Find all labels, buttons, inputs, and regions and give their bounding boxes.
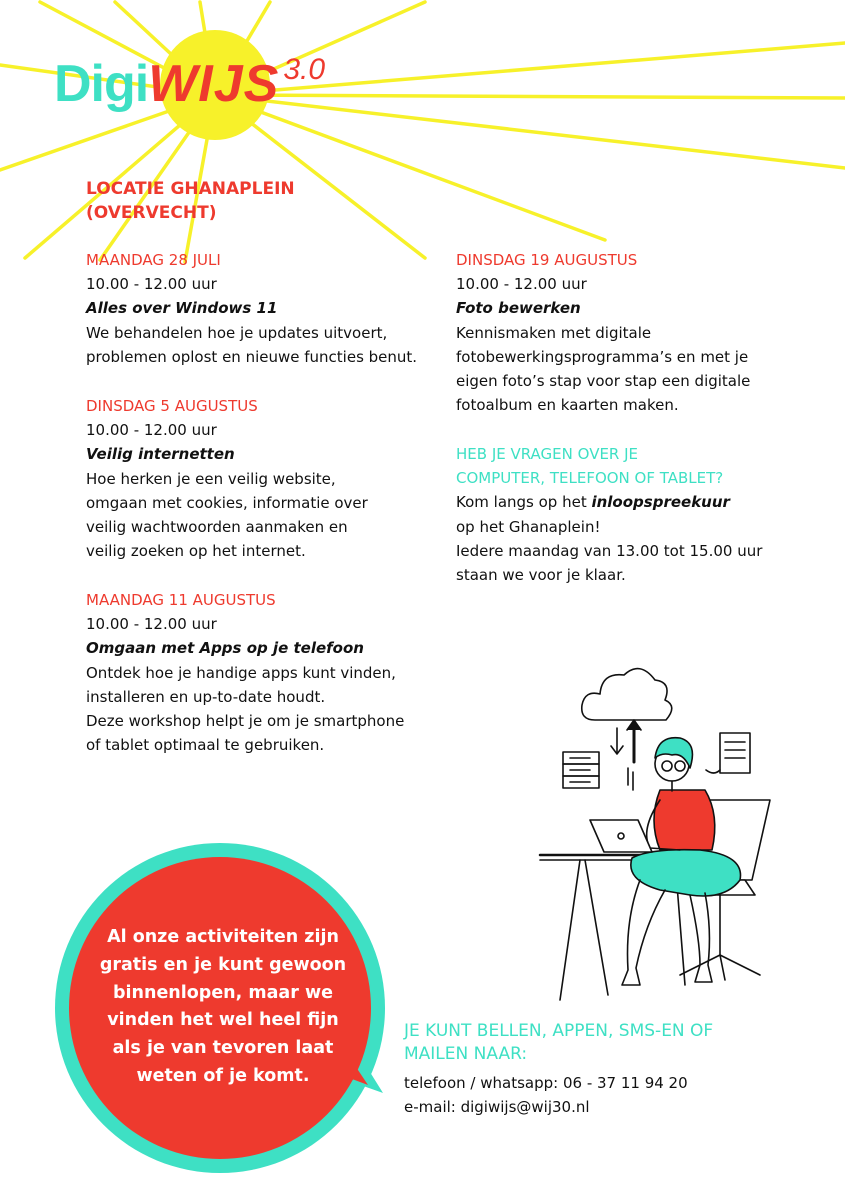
location-title: LOCATIE GHANAPLEIN (OVERVECHT) [86,179,295,223]
session-description: We behandelen hoe je updates uitvoert, problemen oplost en nieuwe functies benut. [86,323,418,366]
session-time: 10.00 - 12.00 uur [456,275,587,294]
session-title: Omgaan met Apps op je telefoon [86,639,364,658]
questions-line-4: staan we voor je klaar. [456,566,626,585]
bubble-text: Al onze activiteiten zijn gratis en je kunt gewoon binnenlopen, maar we vinden het wel heel fijn als je van tevoren laat weten of je komt. [99,927,347,1086]
person-laptop-illustration [540,669,770,1000]
contact-heading: JE KUNT BELLEN, APPEN, SMS-EN OF MAILEN NAAR: [404,1021,714,1064]
session-date: DINSDAG 19 AUGUSTUS [456,251,638,269]
questions-line-1-bold: inloopspreekuur [591,493,730,512]
session-title: Alles over Windows 11 [86,299,278,318]
session-title: Veilig internetten [86,445,235,464]
contact-email: e-mail: digiwijs@wij30.nl [404,1098,590,1116]
logo-wijs: WIJS [148,55,280,113]
session-title: Foto bewerken [456,299,581,318]
questions-line-1 [456,490,796,514]
session-date: MAANDAG 28 JULI [86,251,221,269]
questions-heading-1: HEB JE VRAGEN OVER JE [456,445,639,463]
questions-line-2: op het Ghanaplein! [456,517,601,536]
logo-version: 3.0 [283,53,326,86]
contact-phone: telefoon / whatsapp: 06 - 37 11 94 20 [404,1074,688,1092]
session-description: Ontdek hoe je handige apps kunt vinden, installeren en up-to-date houdt. Deze workshop helpt je om je smartphone of tablet optimaal te gebruiken. [86,663,405,755]
questions-line-3: Iedere maandag van 13.00 tot 15.00 uur [456,541,763,560]
session-block [86,588,431,757]
cloud-icon [582,669,672,720]
questions-line-1-prefix: Kom langs op het [456,493,592,512]
session-time: 10.00 - 12.00 uur [86,275,217,294]
digiwijs-logo [54,40,325,114]
session-description: Kennismaken met digitale fotobewerkingsprogramma’s en met je eigen foto’s stap voor stap een digitale fotoalbum en kaarten maken. [456,323,751,415]
session-time: 10.00 - 12.00 uur [86,615,217,634]
session-date: DINSDAG 5 AUGUSTUS [86,397,258,415]
session-description: Hoe herken je een veilig website, omgaan met cookies, informatie over veilig wachtwoorden aanmaken en veilig zoeken op het internet. [86,469,368,561]
logo-digi: Digi [54,55,149,113]
questions-heading-2: COMPUTER, TELEFOON OF TABLET? [456,469,724,488]
session-block [86,394,431,563]
session-time: 10.00 - 12.00 uur [86,421,217,440]
session-block [456,248,796,417]
session-date: MAANDAG 11 AUGUSTUS [86,591,276,609]
questions-block [456,442,796,587]
session-block [86,248,431,369]
